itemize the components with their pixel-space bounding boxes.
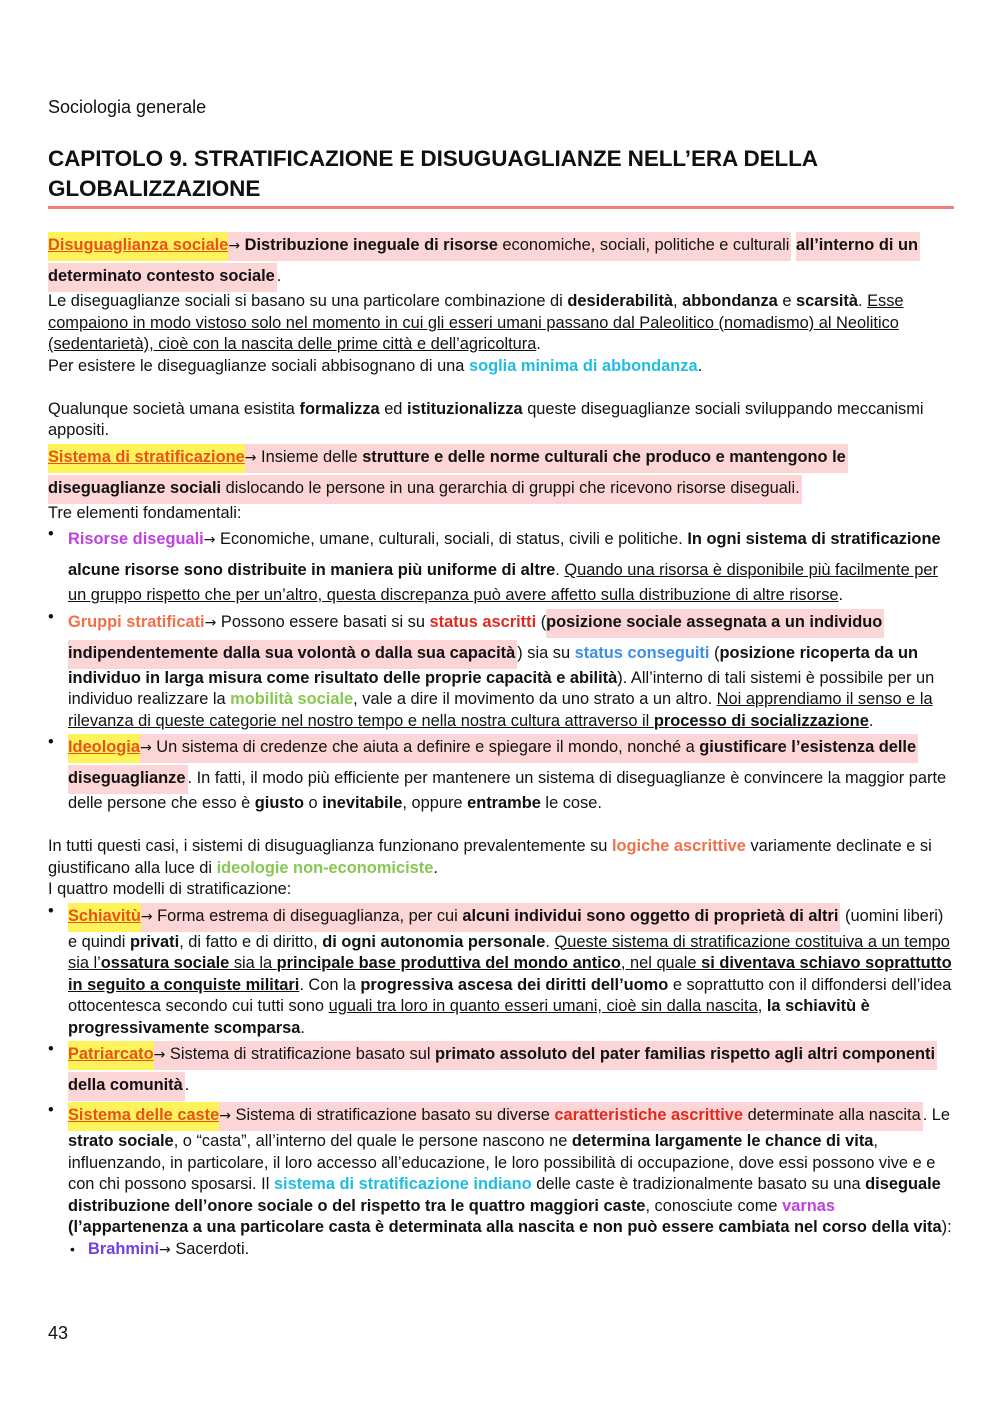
term-disuguaglianza-sociale: Disuguaglianza sociale (48, 232, 228, 261)
arrow-icon: → (244, 449, 257, 466)
arrow-icon: → (139, 740, 152, 756)
chapter-title: CAPITOLO 9. STRATIFICAZIONE E DISUGUAGLIANZE NELL’ERA DELLA GLOBALIZZAZIONE (48, 146, 818, 201)
list-item-patriarcato: • Patriarcato→ Sistema di stratificazione basato sul primato assoluto del pater familias rispetto agli altri componenti della comunità . (48, 1039, 954, 1100)
list-item-sistema-caste: • Sistema delle caste→ Sistema di stratificazione basato su diverse caratteristiche ascrittive determinate alla nascita . Le strato sociale, o “casta”, all’interno del quale le persone nascono ne determina largamente le chance di vita, influenzando, in particolare, il loro accesso all’educazione, le loro possibilità di occupazione, dove essi possono vive e e con chi possono sposarsi. Il sistema di stratificazione indiano delle caste è tradizionalmente basato su una diseguale distribuzione dell’onore sociale o del rispetto tra le quattro maggiori caste, conosciute come varnas (l’appartenenza a una particolare casta è determinata alla nascita e non può essere cambiata nel corso della vita): • Brahmini→ Sacerdoti. (48, 1100, 954, 1261)
running-header: Sociologia generale (48, 97, 207, 117)
list-item-ideologia: • Ideologia→ Un sistema di credenze che aiuta a definire e spiegare il mondo, nonché a giustificare l’esistenza delle diseguaglianze . In fatti, il modo più efficiente per mantenere un sistema di diseguaglianze è convincere la maggior parte delle persone che esso è giusto o inevitabile, oppure entrambe le cose. (48, 732, 954, 815)
arrow-icon: → (159, 1241, 171, 1258)
paragraph-soglia-abbondanza: Per esistere le diseguaglianze sociali abbisognano di una soglia minima di abbondanza. (48, 356, 703, 375)
arrow-icon: → (203, 532, 216, 548)
paragraph-desiderabilita: Le diseguaglianze sociali si basano su una particolare combinazione di desiderabilità, abbondanza e scarsità. Esse compaiono in modo vistoso solo nel momento in cui gli esseri umani passano dal Paleolitico (nomadismo) al Neolitico (sedentarietà), cioè con la nascita delle prime città e dell’agricoltura. (48, 292, 904, 353)
term-ideologia: Ideologia (68, 734, 140, 763)
paragraph-logiche-ascrittive: In tutti questi casi, i sistemi di disuguaglianza funzionano prevalentemente su logiche ascrittive variamente declinate e si giustificano alla luce di ideologie non-economiciste. (48, 837, 932, 877)
arrow-icon: → (219, 1108, 231, 1124)
arrow-icon: → (153, 1047, 166, 1063)
elements-list (48, 524, 954, 815)
title-divider (48, 206, 954, 209)
list-item-brahmini: • Brahmini→ Sacerdoti. (68, 1239, 954, 1262)
term-sistema-stratificazione: Sistema di stratificazione (48, 444, 245, 473)
list-item-risorse-diseguali: • Risorse diseguali→ Economiche, umane, culturali, sociali, di status, civili e politiche. In ogni sistema di stratificazione alcune risorse sono distribuite in maniera più uniforme di altre. Quando una risorsa è disponibile più facilmente per un gruppo rispetto che per un’altro, questa discrepanza può avere affetto sulla distribuzione di altre risorse. (48, 524, 954, 607)
definition-disuguaglianza-sociale: Disuguaglianza sociale→ Distribuzione ineguale di risorse economiche, sociali, politiche e culturali all’interno di un determinato contesto sociale . (48, 230, 954, 291)
term-patriarcato: Patriarcato (68, 1041, 154, 1070)
intro-elementi: Tre elementi fondamentali: (48, 503, 242, 522)
caste-sublist (68, 1239, 954, 1262)
arrow-icon: → (140, 908, 153, 925)
intro-modelli: I quattro modelli di stratificazione: (48, 880, 292, 898)
term-sistema-caste: Sistema delle caste (68, 1102, 219, 1131)
arrow-icon: → (204, 614, 217, 631)
arrow-icon: → (228, 238, 241, 254)
models-list (48, 901, 954, 1262)
page-number: 43 (48, 1323, 69, 1343)
list-item-schiavitu: • Schiavitù→ Forma estrema di diseguaglianza, per cui alcuni individui sono oggetto di proprietà di altri (uomini liberi) e quindi privati, di fatto e di diritto, di ogni autonomia personale. Queste sistema di stratificazione costituiva a un tempo sia l’ossatura sociale sia la principale base produttiva del mondo antico, nel quale si diventava schiavo soprattutto in seguito a conquiste militari. Con la progressiva ascesa dei diritti dell’uomo e soprattutto con il diffondersi dell’idea ottocentesca secondo cui tutti sono uguali tra loro in quanto esseri umani, cioè sin dalla nascita, la schiavitù è progressivamente scomparsa. (48, 901, 954, 1040)
list-item-gruppi-stratificati: • Gruppi stratificati→ Possono essere basati si su status ascritti (posizione sociale assegnata a un individuo indipendentemente dalla sua volontà o dalla sua capacità ) sia su status conseguiti (posizione ricoperta da un individuo in larga misura come risultato delle proprie capacità e abilità). All’interno di tali sistemi è possibile per un individuo realizzare la mobilità sociale, vale a dire il movimento da uno strato a un altro. Noi apprendiamo il senso e la rilevanza di queste categorie nel nostro tempo e nella nostra cultura attraverso il processo di socializzazione. (48, 607, 954, 733)
definition-sistema-stratificazione: Sistema di stratificazione→ Insieme delle strutture e delle norme culturali che produco e mantengono le diseguaglianze sociali dislocando le persone in una gerarchia di gruppi che ricevono risorse diseguali. (48, 442, 954, 503)
paragraph-formalizza: Qualunque società umana esistita formalizza ed istituzionalizza queste diseguaglianze sociali sviluppando meccanismi appositi. (48, 399, 924, 439)
chapter-body (48, 230, 954, 1261)
term-schiavitu: Schiavitù (68, 903, 141, 932)
